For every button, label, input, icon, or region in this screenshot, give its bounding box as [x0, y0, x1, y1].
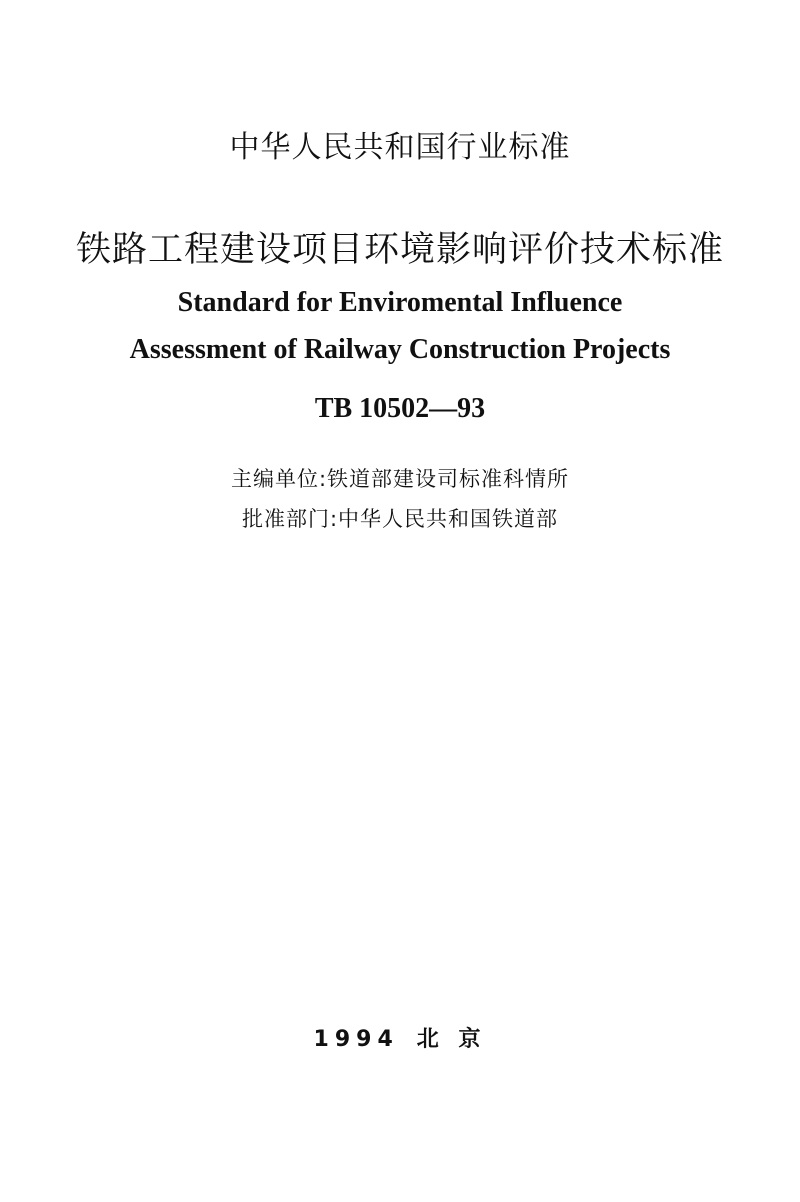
chinese-title: 铁路工程建设项目环境影响评价技术标准 [75, 230, 724, 270]
english-title-line-2: Assessment of Railway Construction Projects [129, 334, 671, 365]
chief-editor-unit: 主编单位:铁道部建设司标准科情所 [230, 467, 570, 491]
publication-year: 1994 [313, 1027, 399, 1052]
standard-code: TB 10502—93 [314, 393, 486, 424]
industry-standard-heading: 中华人民共和国行业标准 [229, 130, 571, 165]
approving-department: 批准部门:中华人民共和国铁道部 [241, 507, 559, 531]
publication-imprint [0, 1022, 800, 1053]
english-title-line-1: Standard for Enviromental Influence [177, 287, 623, 318]
publication-place: 北 京 [416, 1027, 487, 1052]
